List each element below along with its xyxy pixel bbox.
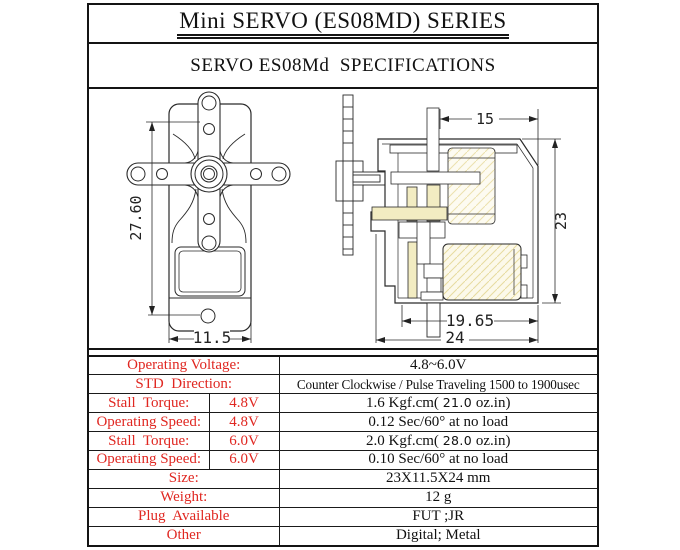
value-text: 2.0 Kgf.cm( bbox=[366, 432, 443, 449]
spec-label: Weight: bbox=[89, 488, 279, 507]
spec-value: 0.10 Sec/60° at no load bbox=[279, 450, 597, 469]
output-shaft bbox=[427, 108, 439, 171]
servo-dimension-drawing bbox=[89, 89, 595, 344]
value-text: 1.6 Kgf.cm( bbox=[366, 394, 443, 411]
spec-value: 4.8~6.0V bbox=[279, 356, 597, 375]
table-row bbox=[89, 488, 597, 507]
technical-drawing-section bbox=[89, 89, 597, 350]
spec-voltage: 6.0V bbox=[209, 432, 279, 451]
table-row bbox=[89, 469, 597, 488]
servo-front-view bbox=[127, 92, 290, 344]
table-row bbox=[89, 356, 597, 375]
table-row bbox=[89, 526, 597, 545]
spec-value bbox=[279, 394, 597, 413]
value-text: oz.in) bbox=[472, 394, 511, 411]
page-subtitle: SERVO ES08Md SPECIFICATIONS bbox=[190, 54, 496, 76]
spec-value: Counter Clockwise / Pulse Traveling 1500 to 1900usec bbox=[279, 375, 597, 394]
value-number: 21.0 bbox=[442, 394, 473, 410]
dimension-label: 27.60 bbox=[127, 195, 145, 241]
dimension-label: 23 bbox=[552, 211, 570, 231]
spec-value: 23X11.5X24 mm bbox=[279, 469, 597, 488]
dimension-side-body-depth bbox=[402, 305, 538, 343]
spec-voltage: 6.0V bbox=[209, 450, 279, 469]
output-shaft-hub bbox=[191, 156, 227, 192]
value-number: 28.0 bbox=[442, 432, 473, 448]
spec-label: Operating Speed: bbox=[89, 413, 209, 432]
spec-voltage: 4.8V bbox=[209, 394, 279, 413]
motor-section bbox=[443, 244, 527, 300]
spec-label: Other bbox=[89, 526, 279, 545]
spec-label: Stall Torque: bbox=[89, 394, 209, 413]
table-row bbox=[89, 507, 597, 526]
bottom-shaft bbox=[427, 303, 440, 337]
spec-value: 12 g bbox=[279, 488, 597, 507]
table-row bbox=[89, 413, 597, 432]
spec-table bbox=[89, 355, 597, 545]
value-text: oz.in) bbox=[472, 432, 511, 449]
document-frame bbox=[87, 3, 599, 547]
spec-value bbox=[279, 432, 597, 451]
spec-label: Size: bbox=[89, 469, 279, 488]
subtitle-bar bbox=[89, 44, 597, 89]
spec-value: Digital; Metal bbox=[279, 526, 597, 545]
spec-voltage: 4.8V bbox=[209, 413, 279, 432]
spec-label: Operating Speed: bbox=[89, 450, 209, 469]
spec-table-section bbox=[89, 355, 597, 545]
table-row bbox=[89, 394, 597, 413]
spec-label: Plug Available bbox=[89, 507, 279, 526]
dimension-label: 24 bbox=[445, 328, 465, 344]
spec-label: STD Direction: bbox=[89, 375, 279, 394]
table-row bbox=[89, 432, 597, 451]
page-title: Mini SERVO (ES08MD) SERIES bbox=[177, 8, 508, 38]
dimension-label: 19.65 bbox=[445, 311, 495, 330]
title-bar bbox=[89, 5, 597, 44]
spec-label: Operating Voltage: bbox=[89, 356, 279, 375]
table-row bbox=[89, 450, 597, 469]
spec-value: 0.12 Sec/60° at no load bbox=[279, 413, 597, 432]
dimension-label: 15 bbox=[475, 110, 495, 128]
spec-value: FUT ;JR bbox=[279, 507, 597, 526]
servo-side-view bbox=[336, 95, 570, 344]
spec-label: Stall Torque: bbox=[89, 432, 209, 451]
table-row bbox=[89, 375, 597, 394]
dimension-label: 11.5 bbox=[192, 328, 232, 344]
